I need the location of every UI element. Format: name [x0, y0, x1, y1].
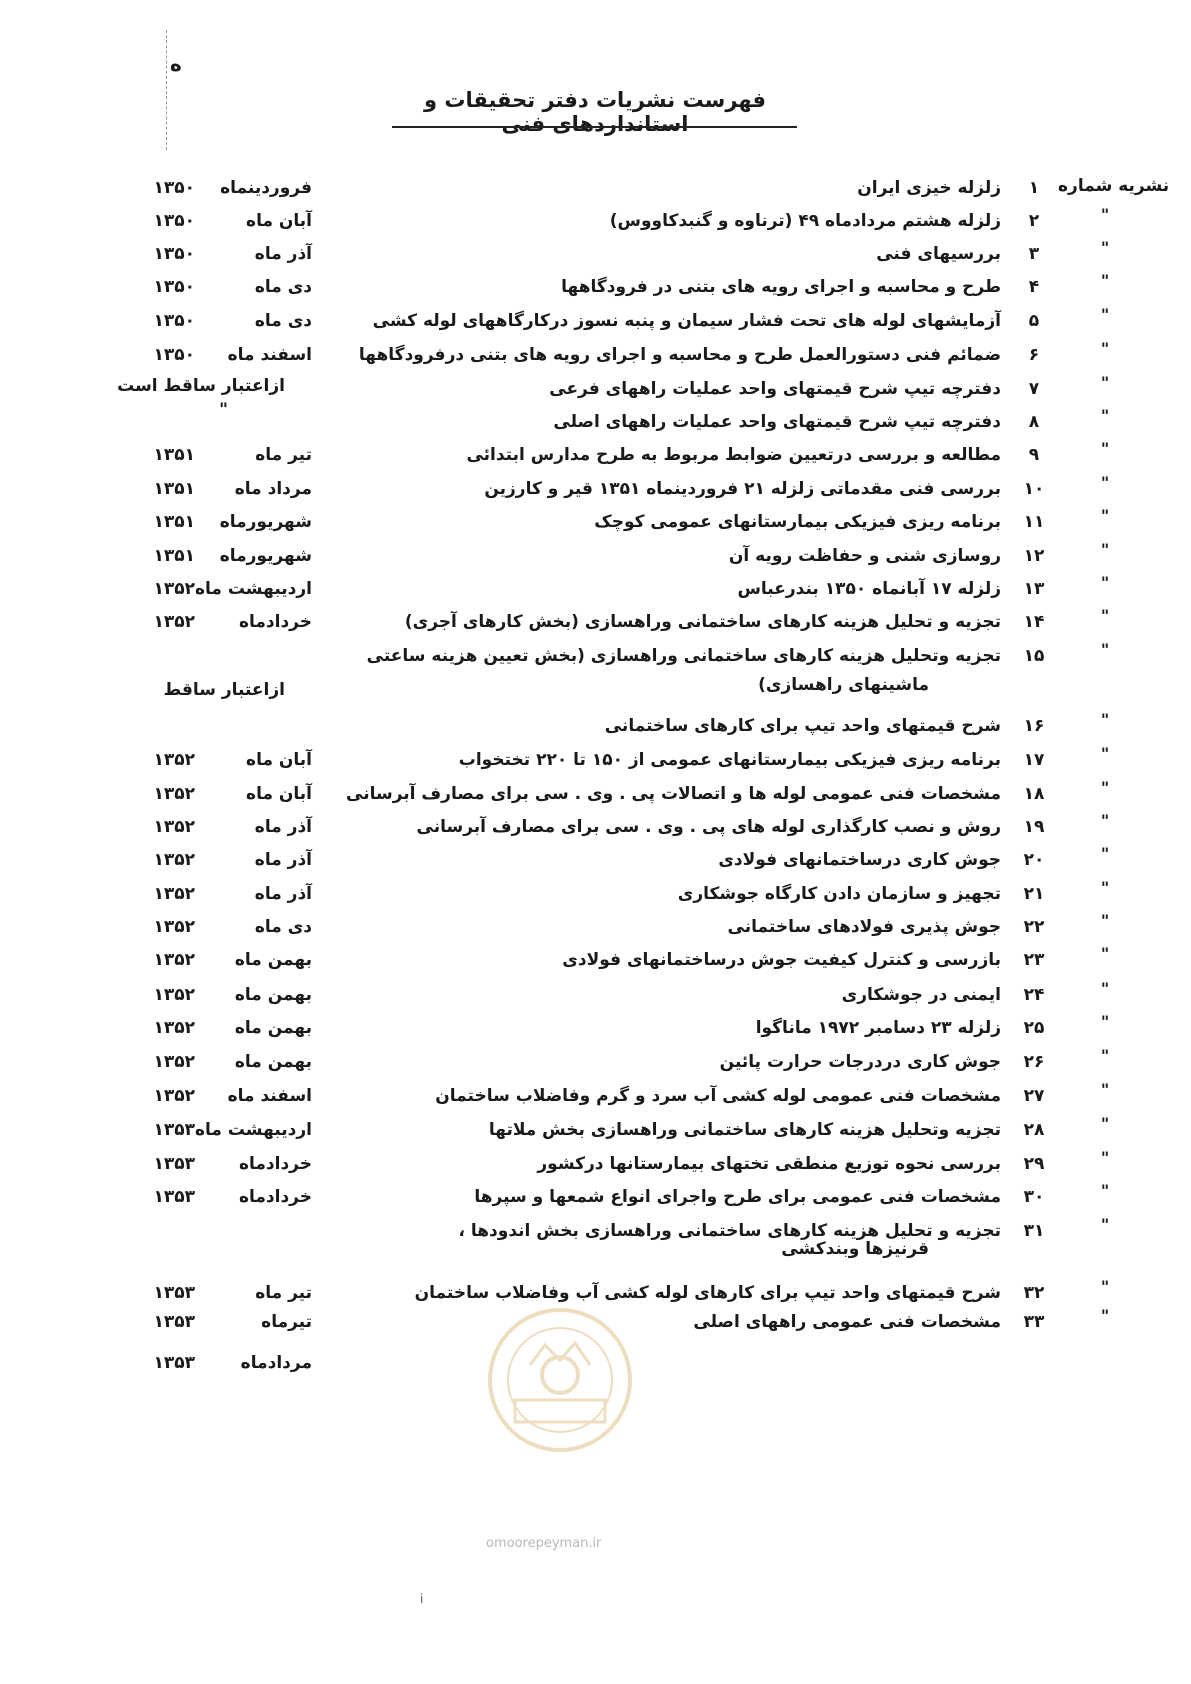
- ditto-mark: ": [1100, 1080, 1110, 1099]
- publication-title: تجزیه و تحلیل هزینه کارهای ساختمانی وراهسازی (بخش کارهای آجری): [404, 612, 1001, 632]
- list-item: [0, 979, 1191, 1017]
- publication-month: آبان ماه: [246, 211, 312, 231]
- publication-title: ضمائم فنی دستورالعمل طرح و محاسبه و اجرای رویه های بتنی درفرودگاهها: [358, 345, 1001, 365]
- list-item: [0, 1215, 1191, 1253]
- publication-year: ۱۳۵۰: [153, 178, 195, 198]
- publication-title: زلزله ۱۷ آبانماه ۱۳۵۰ بندرعباس: [737, 579, 1001, 599]
- publication-number: ۲۵: [1023, 1018, 1045, 1038]
- publication-title: مطالعه و بررسی درتعیین ضوابط مربوط به طرح مدارس ابتدائی: [466, 445, 1001, 465]
- publication-title: روش و نصب کارگذاری لوله های پی . وی . سی برای مصارف آبرسانی: [416, 817, 1001, 837]
- ditto-mark: ": [219, 400, 228, 420]
- publication-year: ۱۳۵۲: [153, 750, 195, 770]
- publication-number: ۱۸: [1023, 784, 1045, 804]
- publication-number: ۹: [1028, 445, 1040, 465]
- publication-year: ۱۳۵۳: [153, 1353, 195, 1373]
- list-item: [0, 439, 1191, 477]
- list-item: [0, 878, 1191, 916]
- publication-number: ۲۷: [1023, 1086, 1045, 1106]
- list-item: [0, 339, 1191, 377]
- publication-number: ۲۱: [1023, 884, 1045, 904]
- list-item: [0, 811, 1191, 849]
- publication-month: خردادماه: [238, 612, 312, 632]
- list-item: [0, 540, 1191, 578]
- ditto-mark: ": [1100, 540, 1110, 559]
- publication-title: بررسی فنی مقدماتی زلزله ۲۱ فروردینماه ۱۳۵۱ قیر و کارزین: [484, 479, 1001, 499]
- publication-month: تیر ماه: [255, 1283, 312, 1303]
- list-item: [0, 844, 1191, 882]
- publication-number: ۲۲: [1023, 917, 1045, 937]
- publication-number: ۲۹: [1023, 1154, 1045, 1174]
- ditto-mark: ": [1100, 811, 1110, 830]
- publication-year: ۱۳۵۲: [153, 784, 195, 804]
- publication-number: ۷: [1028, 379, 1040, 399]
- ditto-mark: ": [1100, 844, 1110, 863]
- publication-month: آذر ماه: [254, 884, 312, 904]
- publication-year: ۱۳۵۳: [153, 1187, 195, 1207]
- publication-number: ۱: [1028, 178, 1040, 198]
- publication-number: ۶: [1028, 345, 1040, 365]
- list-item: [0, 1012, 1191, 1050]
- publication-month: خردادماه: [238, 1187, 312, 1207]
- ditto-mark: ": [1100, 1148, 1110, 1167]
- ditto-mark: ": [1100, 1012, 1110, 1031]
- ditto-mark: ": [1100, 271, 1110, 290]
- publication-month: اردیبهشت ماه: [194, 579, 312, 599]
- publication-number: ۲۸: [1023, 1120, 1045, 1140]
- publication-month: شهریورماه: [219, 512, 312, 532]
- publication-month: آبان ماه: [246, 750, 312, 770]
- publication-title: بررسی نحوه توزیع منطقی تختهای بیمارستانها درکشور: [537, 1154, 1001, 1174]
- publication-year: ۱۳۵۰: [153, 345, 195, 365]
- ditto-mark: ": [1100, 878, 1110, 897]
- publication-year: ۱۳۵۲: [153, 817, 195, 837]
- publication-title: برنامه ریزی فیزیکی بیمارستانهای عمومی کوچک: [594, 512, 1001, 532]
- publication-month: آذر ماه: [254, 817, 312, 837]
- publication-number: ۲۴: [1023, 985, 1045, 1005]
- list-item: [0, 744, 1191, 782]
- list-item: [0, 1046, 1191, 1084]
- watermark-url: omoorepeyman.ir: [486, 1536, 602, 1551]
- publication-title: زلزله هشتم مردادماه ۴۹ (ترناوه و گنبدکاووس): [609, 211, 1001, 231]
- publication-title: روسازی شنی و حفاظت رویه آن: [728, 546, 1001, 566]
- publication-number: ۲۰: [1023, 850, 1045, 870]
- list-item: [0, 944, 1191, 982]
- ditto-mark: ": [1100, 778, 1110, 797]
- publication-title: تجزیه وتحلیل هزینه کارهای ساختمانی وراهسازی بخش ملاتها: [488, 1120, 1001, 1140]
- publication-year: ۱۳۵۳: [153, 1283, 195, 1303]
- list-item: [0, 1181, 1191, 1219]
- publication-month: دی ماه: [254, 311, 312, 331]
- publication-title: جوش کاری دردرجات حرارت پائین: [719, 1052, 1001, 1072]
- publication-month: تیرماه: [261, 1312, 312, 1332]
- ditto-mark: ": [1100, 439, 1110, 458]
- publication-number: ۲۶: [1023, 1052, 1045, 1072]
- publication-year: ۱۳۵۳: [153, 1154, 195, 1174]
- publication-year: ۱۳۵۲: [153, 1052, 195, 1072]
- publication-number: ۱۶: [1023, 716, 1045, 736]
- publication-number: ۳۰: [1023, 1187, 1045, 1207]
- publication-title: مشخصات فنی عمومی لوله ها و اتصالات پی . وی . سی برای مصارف آبرسانی: [346, 784, 1001, 804]
- publication-year: ۱۳۵۰: [153, 311, 195, 331]
- publication-year: ۱۳۵۲: [153, 579, 195, 599]
- ditto-mark: ": [1100, 573, 1110, 592]
- margin-line: [166, 30, 167, 150]
- page-corner-mark: ه: [170, 52, 182, 76]
- list-item: [0, 778, 1191, 816]
- publication-title: مشخصات فنی عمومی لوله کشی آب سرد و گرم وفاضلاب ساختمان: [435, 1086, 1001, 1106]
- publication-month: شهریورماه: [219, 546, 312, 566]
- list-item: [0, 1148, 1191, 1186]
- publication-number: ۲: [1028, 211, 1040, 231]
- series-label: نشریه شماره: [1058, 176, 1170, 196]
- list-item: [0, 911, 1191, 949]
- publication-number: ۱۲: [1023, 546, 1045, 566]
- entry-31-continuation: قرنیزها وبندکشی: [781, 1239, 929, 1259]
- publication-number: ۳۱: [1023, 1221, 1045, 1241]
- publication-number: ۵: [1028, 311, 1040, 331]
- title-underline: [392, 126, 797, 128]
- publication-number: ۳۳: [1023, 1312, 1045, 1332]
- ditto-mark: ": [1100, 710, 1110, 729]
- publication-year: ۱۳۵۰: [153, 211, 195, 231]
- publication-title: طرح و محاسبه و اجرای رویه های بتنی در فرودگاهها: [561, 277, 1001, 297]
- publication-title: دفترچه تیپ شرح قیمتهای واحد عملیات راههای اصلی: [553, 412, 1001, 432]
- publication-year: ۱۳۵۰: [153, 277, 195, 297]
- list-item: [0, 178, 1191, 210]
- publication-title: جوش کاری درساختمانهای فولادی: [718, 850, 1001, 870]
- publication-month: آذر ماه: [254, 850, 312, 870]
- publication-year: ۱۳۵۱: [153, 479, 195, 499]
- ditto-mark: ": [1100, 373, 1110, 392]
- publication-month: آذر ماه: [254, 244, 312, 264]
- ditto-mark: ": [1100, 911, 1110, 930]
- list-item: [0, 573, 1191, 611]
- publication-number: ۱۰: [1023, 479, 1045, 499]
- ditto-mark: ": [1100, 1277, 1110, 1296]
- publication-title: مشخصات فنی عمومی راههای اصلی: [693, 1312, 1001, 1332]
- withdrawn-note-1: ازاعتبار ساقط است: [117, 376, 285, 396]
- publication-number: ۱۵: [1023, 646, 1045, 666]
- list-item: [0, 506, 1191, 544]
- ditto-mark: ": [1100, 1114, 1110, 1133]
- publication-year: ۱۳۵۲: [153, 850, 195, 870]
- ditto-mark: ": [1100, 1215, 1110, 1234]
- publication-year: ۱۳۵۲: [153, 612, 195, 632]
- publication-number: ۱۹: [1023, 817, 1045, 837]
- publication-year: ۱۳۵۲: [153, 1086, 195, 1106]
- publication-number: ۳: [1028, 244, 1040, 264]
- publication-number: ۳۲: [1023, 1283, 1045, 1303]
- publication-year: ۱۳۵۲: [153, 985, 195, 1005]
- ditto-mark: ": [1100, 979, 1110, 998]
- list-item: [0, 406, 1191, 444]
- ditto-mark: ": [1100, 1306, 1110, 1325]
- publication-year: ۱۳۵۲: [153, 917, 195, 937]
- publication-number: ۴: [1028, 277, 1040, 297]
- publication-title: برنامه ریزی فیزیکی بیمارستانهای عمومی از ۱۵۰ تا ۲۲۰ تختخواب: [458, 750, 1001, 770]
- publication-month: فروردینماه: [220, 178, 312, 198]
- publication-month: مرداد ماه: [234, 479, 312, 499]
- ditto-mark: ": [1100, 744, 1110, 763]
- ditto-mark: ": [1100, 406, 1110, 425]
- publication-year: ۱۳۵۳: [153, 1120, 195, 1140]
- list-item: [0, 271, 1191, 309]
- publication-number: ۱۷: [1023, 750, 1045, 770]
- publication-title: زلزله خیزی ایران: [857, 178, 1001, 198]
- ditto-mark: ": [1100, 944, 1110, 963]
- publication-month: دی ماه: [254, 917, 312, 937]
- publication-year: ۱۳۵۲: [153, 884, 195, 904]
- list-item: [0, 1114, 1191, 1152]
- publication-year: ۱۳۵۲: [153, 950, 195, 970]
- list-item: [0, 606, 1191, 644]
- list-item: [0, 1080, 1191, 1118]
- publication-month: بهمن ماه: [234, 985, 312, 1005]
- publication-title: تجزیه وتحلیل هزینه کارهای ساختمانی وراهسازی (بخش تعیین هزینه ساعتی: [366, 646, 1001, 666]
- publication-number: ۸: [1028, 412, 1040, 432]
- publication-month: بهمن ماه: [234, 1052, 312, 1072]
- publication-month: اردیبهشت ماه: [194, 1120, 312, 1140]
- publication-title: آزمایشهای لوله های تحت فشار سیمان و پنبه نسوز درکارگاههای لوله کشی: [372, 311, 1001, 331]
- publication-month: بهمن ماه: [234, 1018, 312, 1038]
- publication-month: مردادماه: [240, 1353, 312, 1373]
- publication-month: آبان ماه: [246, 784, 312, 804]
- ditto-mark: ": [1100, 606, 1110, 625]
- publication-year: ۱۳۵۲: [153, 1018, 195, 1038]
- publication-month: بهمن ماه: [234, 950, 312, 970]
- entry-15-continuation: ماشینهای راهسازی): [758, 675, 929, 695]
- publication-title: بررسیهای فنی: [876, 244, 1001, 264]
- publication-year: ۱۳۵۳: [153, 1312, 195, 1332]
- ditto-mark: ": [1100, 339, 1110, 358]
- publication-number: ۲۳: [1023, 950, 1045, 970]
- ditto-mark: ": [1100, 506, 1110, 525]
- publication-month: دی ماه: [254, 277, 312, 297]
- stamp-logo: [485, 1305, 635, 1455]
- publication-title: دفترچه تیپ شرح قیمتهای واحد عملیات راههای فرعی: [549, 379, 1001, 399]
- publication-month: اسفند ماه: [227, 345, 312, 365]
- list-item: [0, 640, 1191, 678]
- publication-month: تیر ماه: [255, 445, 312, 465]
- publication-number: ۱۱: [1023, 512, 1045, 532]
- publication-year: ۱۳۵۱: [153, 512, 195, 532]
- publication-year: ۱۳۵۰: [153, 244, 195, 264]
- page-mark: i: [420, 1592, 424, 1606]
- publication-number: ۱۳: [1023, 579, 1045, 599]
- ditto-mark: ": [1100, 473, 1110, 492]
- publication-title: جوش پذیری فولادهای ساختمانی: [727, 917, 1001, 937]
- list-item: [0, 473, 1191, 511]
- withdrawn-note-2: ازاعتبار ساقط: [163, 680, 285, 700]
- publication-title: شرح قیمتهای واحد تیپ برای کارهای ساختمانی: [604, 716, 1001, 736]
- page-title: فهرست نشریات دفتر تحقیقات و استانداردهای فنی: [423, 88, 767, 136]
- publication-title: شرح قیمتهای واحد تیپ برای کارهای لوله کشی آب وفاضلاب ساختمان: [414, 1283, 1001, 1303]
- list-item: [0, 238, 1191, 276]
- ditto-mark: ": [1100, 305, 1110, 324]
- publication-number: ۱۴: [1023, 612, 1045, 632]
- list-item: [0, 710, 1191, 748]
- publication-title: زلزله ۲۳ دسامبر ۱۹۷۲ ماناگوا: [755, 1018, 1001, 1038]
- list-item: [0, 205, 1191, 243]
- ditto-mark: ": [1100, 238, 1110, 257]
- publication-title: بازرسی و کنترل کیفیت جوش درساختمانهای فولادی: [562, 950, 1001, 970]
- ditto-mark: ": [1100, 640, 1110, 659]
- ditto-mark: ": [1100, 1046, 1110, 1065]
- publication-year: ۱۳۵۱: [153, 445, 195, 465]
- publication-title: تجزیه و تحلیل هزینه کارهای ساختمانی وراهسازی بخش اندودها ،: [458, 1221, 1001, 1241]
- publication-title: تجهیز و سازمان دادن کارگاه جوشکاری: [677, 884, 1001, 904]
- publication-month: خردادماه: [238, 1154, 312, 1174]
- publication-title: ایمنی در جوشکاری: [841, 985, 1001, 1005]
- list-item: [0, 305, 1191, 343]
- publication-title: مشخصات فنی عمومی برای طرح واجرای انواع شمعها و سپرها: [474, 1187, 1001, 1207]
- publication-month: اسفند ماه: [227, 1086, 312, 1106]
- ditto-mark: ": [1100, 1181, 1110, 1200]
- publication-year: ۱۳۵۱: [153, 546, 195, 566]
- ditto-mark: ": [1100, 205, 1110, 224]
